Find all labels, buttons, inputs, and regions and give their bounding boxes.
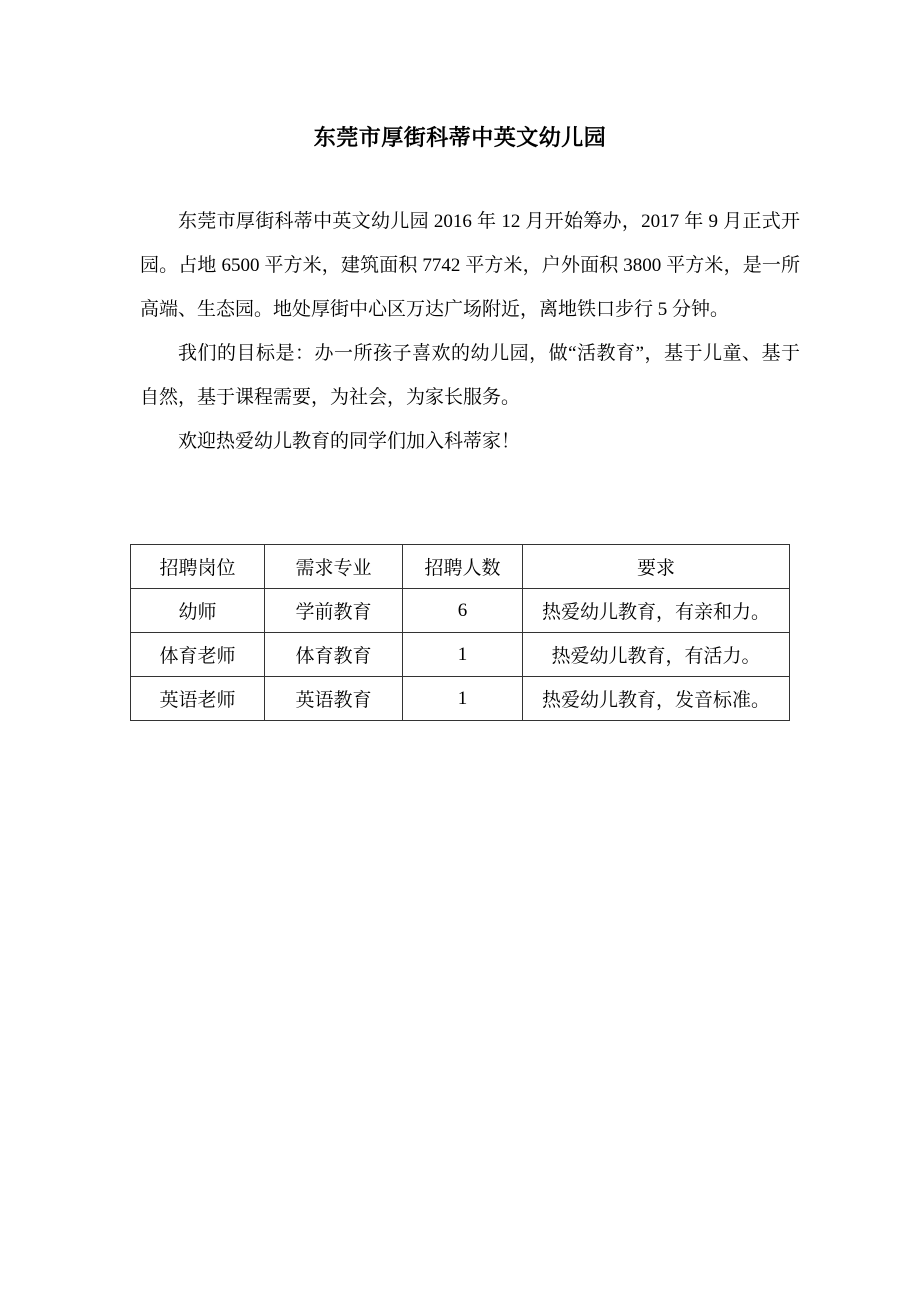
table-header-row [131, 545, 790, 589]
header-major: 需求专业 [265, 545, 403, 589]
table-row [131, 633, 790, 677]
cell-position: 幼师 [131, 589, 265, 633]
cell-major: 英语教育 [265, 677, 403, 721]
cell-position: 体育老师 [131, 633, 265, 677]
paragraph-intro: 东莞市厚街科蒂中英文幼儿园 2016 年 12 月开始筹办，2017 年 9 月正式开园。占地 6500 平方米，建筑面积 7742 平方米，户外面积 3800 平方米，是一所高端、生态园。地处厚街中心区万达广场附近，离地铁口步行 5 分钟。 [140, 211, 800, 320]
cell-requirements: 热爱幼儿教育，有活力。 [523, 633, 790, 677]
recruitment-table [130, 544, 790, 721]
cell-requirements: 热爱幼儿教育，有亲和力。 [523, 589, 790, 633]
cell-count: 1 [403, 677, 523, 721]
header-count: 招聘人数 [403, 545, 523, 589]
cell-major: 学前教育 [265, 589, 403, 633]
cell-major: 体育教育 [265, 633, 403, 677]
header-requirements: 要求 [523, 545, 790, 589]
table-row [131, 589, 790, 633]
header-position: 招聘岗位 [131, 545, 265, 589]
paragraph-welcome: 欢迎热爱幼儿教育的同学们加入科蒂家！ [178, 431, 521, 452]
cell-count: 6 [403, 589, 523, 633]
cell-position: 英语老师 [131, 677, 265, 721]
cell-count: 1 [403, 633, 523, 677]
document-title: 东莞市厚街科蒂中英文幼儿园 [313, 125, 607, 150]
paragraph-goal: 我们的目标是：办一所孩子喜欢的幼儿园，做“活教育”，基于儿童、基于自然，基于课程需要，为社会，为家长服务。 [140, 343, 800, 408]
table-row [131, 677, 790, 721]
intro-section [140, 200, 800, 464]
cell-requirements: 热爱幼儿教育，发音标准。 [523, 677, 790, 721]
